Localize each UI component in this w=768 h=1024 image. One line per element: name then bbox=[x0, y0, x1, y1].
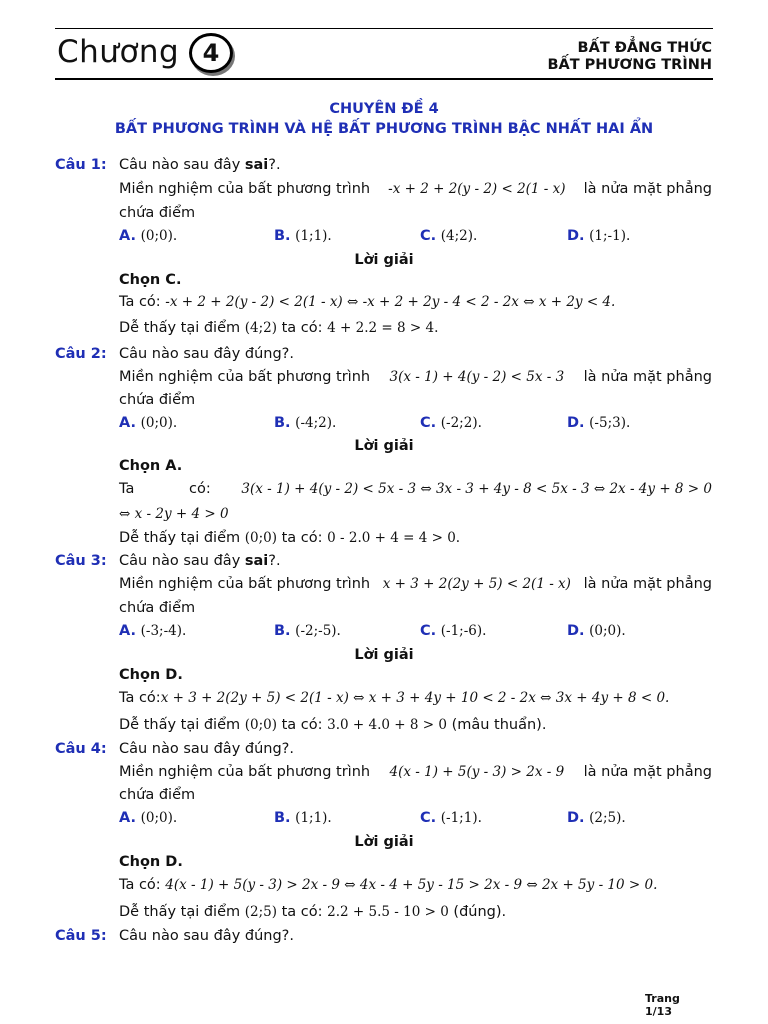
q4-option-a[interactable] bbox=[119, 810, 177, 826]
question-2-stem: Câu nào sau đây đúng?. bbox=[119, 346, 294, 362]
question-5-label: Câu 5: bbox=[55, 928, 107, 944]
option-value: (1;1). bbox=[295, 228, 332, 244]
work-math: x + 3 + 2(2y + 5) < 2(1 - x) ⇔ x + 3 + 4y + 10 < 2 - 2x ⇔ 3x + 4y + 8 < 0. bbox=[160, 690, 670, 706]
option-letter: A. bbox=[119, 228, 136, 244]
stem-end: ?. bbox=[268, 157, 281, 173]
q1-work bbox=[119, 294, 712, 310]
option-letter: D. bbox=[567, 810, 585, 826]
check-mid: ta có: bbox=[281, 904, 323, 920]
question-2-prompt bbox=[119, 369, 712, 385]
option-value: (2;5). bbox=[589, 810, 626, 826]
question-2-prompt-line2: chứa điểm bbox=[119, 392, 196, 408]
chapter-title-line1: BẤT ĐẲNG THỨC bbox=[577, 40, 712, 56]
q3-option-b[interactable] bbox=[274, 623, 341, 639]
option-letter: C. bbox=[420, 623, 437, 639]
check-prefix: Dễ thấy tại điểm bbox=[119, 717, 241, 733]
q1-solution-heading: Lời giải bbox=[354, 252, 414, 268]
prompt-prefix: Miền nghiệm của bất phương trình bbox=[119, 576, 371, 592]
q4-option-c[interactable] bbox=[420, 810, 482, 826]
co-word: có: bbox=[189, 481, 211, 497]
stem-emphasis: sai bbox=[244, 157, 269, 173]
check-mid: ta có: bbox=[281, 717, 323, 733]
question-2-label: Câu 2: bbox=[55, 346, 107, 362]
question-4-prompt bbox=[119, 764, 712, 780]
option-letter: A. bbox=[119, 623, 136, 639]
question-1-label: Câu 1: bbox=[55, 157, 107, 173]
option-letter: B. bbox=[274, 810, 291, 826]
q2-option-d[interactable] bbox=[567, 415, 630, 431]
question-4-label: Câu 4: bbox=[55, 741, 107, 757]
check-math: 3.0 + 4.0 + 8 > 0 bbox=[327, 717, 447, 733]
inequality: x + 3 + 2(2y + 5) < 2(1 - x) bbox=[382, 576, 571, 592]
option-letter: C. bbox=[420, 810, 437, 826]
q1-option-d[interactable] bbox=[567, 228, 630, 244]
q2-option-a[interactable] bbox=[119, 415, 177, 431]
inequality: 4(x - 1) + 5(y - 3) > 2x - 9 bbox=[389, 764, 565, 780]
option-value: (-3;-4). bbox=[140, 623, 187, 639]
question-1-stem bbox=[119, 157, 712, 173]
prompt-prefix: Miền nghiệm của bất phương trình bbox=[119, 764, 371, 780]
stem-text: Câu nào sau đây bbox=[119, 553, 245, 569]
check-math: 4 + 2.2 = 8 > 4. bbox=[327, 320, 439, 336]
check-mid: ta có: bbox=[281, 320, 323, 336]
option-value: (0;0). bbox=[140, 228, 178, 244]
option-value: (0;0). bbox=[140, 415, 178, 431]
question-1-prompt bbox=[119, 181, 712, 197]
work-math: 3(x - 1) + 4(y - 2) < 5x - 3 ⇔ 3x - 3 + 4y - 8 < 5x - 3 ⇔ 2x - 4y + 8 > 0 bbox=[241, 481, 712, 497]
ta-co: Ta có: bbox=[119, 877, 161, 893]
q3-option-c[interactable] bbox=[420, 623, 486, 639]
topic-title: CHUYÊN ĐỀ 4 bbox=[329, 101, 439, 117]
check-note: (đúng). bbox=[453, 904, 507, 920]
q3-solution-heading: Lời giải bbox=[354, 647, 414, 663]
q3-option-d[interactable] bbox=[567, 623, 626, 639]
ta-word: Ta bbox=[119, 481, 135, 497]
option-letter: A. bbox=[119, 810, 136, 826]
q4-option-d[interactable] bbox=[567, 810, 626, 826]
chapter-number: 4 bbox=[202, 39, 220, 67]
stem-emphasis: sai bbox=[244, 553, 269, 569]
q2-check bbox=[119, 530, 712, 546]
inequality: -x + 2 + 2(y - 2) < 2(1 - x) bbox=[388, 181, 566, 197]
option-letter: B. bbox=[274, 228, 291, 244]
option-value: (-1;-6). bbox=[440, 623, 487, 639]
question-1-prompt-line2: chứa điểm bbox=[119, 205, 196, 221]
option-value: (-5;3). bbox=[589, 415, 631, 431]
option-value: (0;0). bbox=[589, 623, 626, 639]
question-5-stem: Câu nào sau đây đúng?. bbox=[119, 928, 294, 944]
question-4-prompt-line2: chứa điểm bbox=[119, 787, 196, 803]
prompt-suffix: là nửa mặt phẳng bbox=[583, 576, 712, 592]
q4-check bbox=[119, 904, 712, 920]
q3-answer: Chọn D. bbox=[119, 667, 183, 683]
q2-work-continued: ⇔ x - 2y + 4 > 0 bbox=[119, 506, 229, 522]
question-4-stem: Câu nào sau đây đúng?. bbox=[119, 741, 294, 757]
option-value: (1;-1). bbox=[589, 228, 631, 244]
q1-option-b[interactable] bbox=[274, 228, 332, 244]
question-3-prompt bbox=[119, 576, 712, 592]
option-letter: D. bbox=[567, 415, 585, 431]
q3-check bbox=[119, 717, 712, 733]
inequality: 3(x - 1) + 4(y - 2) < 5x - 3 bbox=[389, 369, 565, 385]
option-letter: B. bbox=[274, 415, 291, 431]
prompt-prefix: Miền nghiệm của bất phương trình bbox=[119, 369, 371, 385]
option-value: (1;1). bbox=[295, 810, 332, 826]
q4-work bbox=[119, 877, 712, 893]
topic-subtitle: BẤT PHƯƠNG TRÌNH VÀ HỆ BẤT PHƯƠNG TRÌNH BẬC NHẤT HAI ẨN bbox=[114, 121, 654, 137]
q4-solution-heading: Lời giải bbox=[354, 834, 414, 850]
stem-text: Câu nào sau đây bbox=[119, 157, 245, 173]
chapter-word: Chương bbox=[57, 34, 180, 70]
q1-check bbox=[119, 320, 712, 336]
header-bottom-rule bbox=[55, 78, 713, 80]
chapter-title bbox=[547, 40, 712, 74]
option-value: (-2;2). bbox=[440, 415, 482, 431]
q2-option-b[interactable] bbox=[274, 415, 336, 431]
question-3-label: Câu 3: bbox=[55, 553, 107, 569]
question-3-prompt-line2: chứa điểm bbox=[119, 600, 196, 616]
q3-work bbox=[119, 690, 712, 706]
page-footer bbox=[645, 992, 680, 1018]
q4-answer: Chọn D. bbox=[119, 854, 183, 870]
chapter-number-badge bbox=[189, 33, 233, 73]
prompt-prefix: Miền nghiệm của bất phương trình bbox=[119, 181, 371, 197]
option-letter: C. bbox=[420, 415, 437, 431]
check-prefix: Dễ thấy tại điểm bbox=[119, 530, 241, 546]
check-point: (0;0) bbox=[244, 717, 278, 733]
chapter-title-line2: BẤT PHƯƠNG TRÌNH bbox=[547, 57, 712, 73]
footer-page-number: 1/13 bbox=[645, 1005, 672, 1018]
q1-option-a[interactable] bbox=[119, 228, 177, 244]
check-note: (mâu thuẩn). bbox=[451, 717, 547, 733]
option-value: (-1;1). bbox=[440, 810, 482, 826]
option-letter: B. bbox=[274, 623, 291, 639]
option-letter: D. bbox=[567, 623, 585, 639]
option-letter: D. bbox=[567, 228, 585, 244]
ta-co: Ta có: bbox=[119, 690, 161, 706]
ta-co: Ta có: bbox=[119, 294, 161, 310]
option-value: (-2;-5). bbox=[295, 623, 341, 639]
q3-option-a[interactable] bbox=[119, 623, 186, 639]
option-letter: A. bbox=[119, 415, 136, 431]
check-point: (4;2) bbox=[244, 320, 278, 336]
prompt-suffix: là nửa mặt phẳng bbox=[583, 764, 712, 780]
q1-answer: Chọn C. bbox=[119, 272, 182, 288]
work-math: -x + 2 + 2(y - 2) < 2(1 - x) ⇔ -x + 2 + 2y - 4 < 2 - 2x ⇔ x + 2y < 4. bbox=[165, 294, 616, 310]
option-value: (4;2). bbox=[440, 228, 478, 244]
check-math: 2.2 + 5.5 - 10 > 0 bbox=[327, 904, 449, 920]
option-value: (0;0). bbox=[140, 810, 178, 826]
q2-option-c[interactable] bbox=[420, 415, 482, 431]
question-3-stem bbox=[119, 553, 712, 569]
stem-end: ?. bbox=[268, 553, 281, 569]
check-mid: ta có: bbox=[281, 530, 323, 546]
prompt-suffix: là nửa mặt phẳng bbox=[583, 181, 712, 197]
check-point: (2;5) bbox=[244, 904, 278, 920]
option-value: (-4;2). bbox=[295, 415, 337, 431]
q4-option-b[interactable] bbox=[274, 810, 332, 826]
check-point: (0;0) bbox=[244, 530, 278, 546]
option-letter: C. bbox=[420, 228, 437, 244]
q2-solution-heading: Lời giải bbox=[354, 438, 414, 454]
work-math: 4(x - 1) + 5(y - 3) > 2x - 9 ⇔ 4x - 4 + 5y - 15 > 2x - 9 ⇔ 2x + 5y - 10 > 0. bbox=[165, 877, 658, 893]
check-math: 0 - 2.0 + 4 = 4 > 0. bbox=[327, 530, 461, 546]
check-prefix: Dễ thấy tại điểm bbox=[119, 904, 241, 920]
q2-answer: Chọn A. bbox=[119, 458, 183, 474]
prompt-suffix: là nửa mặt phẳng bbox=[583, 369, 712, 385]
q1-option-c[interactable] bbox=[420, 228, 477, 244]
check-prefix: Dễ thấy tại điểm bbox=[119, 320, 241, 336]
header-top-rule bbox=[55, 28, 713, 29]
footer-page-word: Trang bbox=[645, 992, 680, 1005]
